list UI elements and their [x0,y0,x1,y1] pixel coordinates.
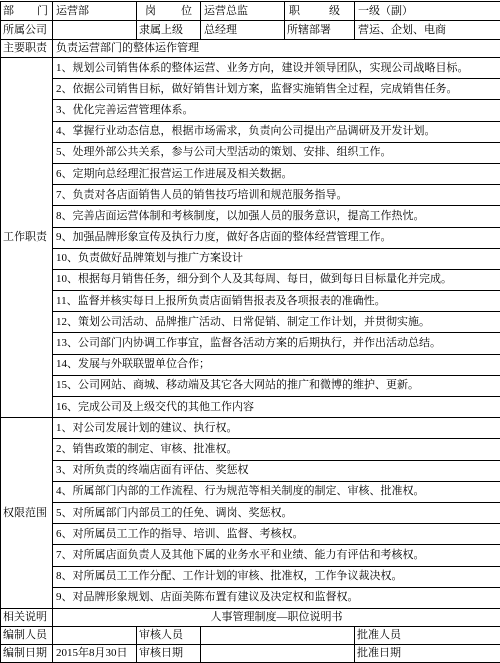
work-duty-item: 16、完成公司及上级交代的其他工作内容 [53,397,500,418]
work-duty-item-row [1,375,500,396]
work-duty-item-row [1,248,500,269]
authority-item: 7、对所属店面负责人及其他下属的业务水平和业绩、能力有评估和考核权。 [53,545,500,566]
authority-item: 2、销售政策的制定、审核、批准权。 [53,439,500,460]
authority-item-row [1,481,500,502]
author-label: 编制人员 [1,626,53,644]
reviewer-label: 审核人员 [137,626,201,644]
work-duty-item-row [1,185,500,206]
company-value [53,21,137,40]
authority-item-row [1,524,500,545]
review-date-value [201,644,355,662]
related-row [1,608,500,626]
work-duty-item: 6、定期向总经理汇报营运工作进展及相关数据。 [53,163,500,184]
dept-label: 部 门 [1,2,53,21]
work-duty-item: 10、根据每月销售任务，细分到个人及其每周、每日，做到每日目标量化并完成。 [53,269,500,290]
authority-item-row [1,566,500,587]
authority-item: 4、所属部门内部的工作流程、行为规范等相关制度的制定、审核、批准权。 [53,481,500,502]
review-date-label: 审核日期 [137,644,201,662]
date-value: 2015年8月30日 [53,644,137,662]
subdept-value: 营运、企划、电商 [355,21,500,40]
work-duty-item: 7、负责对各店面销售人员的销售技巧培训和规范服务指导。 [53,185,500,206]
work-duties-label: 工作职责 [1,58,53,418]
work-duty-item: 14、发展与外联联盟单位合作； [53,354,500,375]
work-duty-item: 10、负责做好品牌策划与推广方案设计 [53,248,500,269]
work-duty-item: 3、优化完善运营管理体系。 [53,100,500,121]
authority-item: 8、对所属员工工作分配、工作计划的审核、批准权，工作争议裁决权。 [53,566,500,587]
authority-item-row [1,460,500,481]
company-label: 所属公司 [1,21,53,40]
work-duty-item: 11、监督并核实每日上报所负责店面销售报表及各项报表的准确性。 [53,291,500,312]
authority-item: 6、对所属员工工作的指导、培训、监督、考核权。 [53,524,500,545]
work-duty-item: 15、公司网站、商城、移动端及其它各大网站的推广和微博的维护、更新。 [53,375,500,396]
authority-item: 5、对所属部门内部员工的任免、调岗、奖惩权。 [53,502,500,523]
authority-item: 1、对公司发展计划的建议、执行权。 [53,418,500,439]
date-label: 编制日期 [1,644,53,662]
work-duty-item: 13、公司部门内协调工作事宜，监督各活动方案的后期执行，并作出活动总结。 [53,333,500,354]
work-duty-item-row [1,333,500,354]
work-duty-item-row [1,227,500,248]
work-duty-item-row [1,397,500,418]
header-row-1 [1,2,500,21]
related-value: 人事管理制度—职位说明书 [53,608,500,626]
post-label: 岗 位 [137,2,201,21]
main-duty-value: 负责运营部门的整体运作管理 [53,40,500,58]
work-duty-item-row [1,354,500,375]
approve-date-label: 批准日期 [355,644,500,662]
work-duty-item-row [1,206,500,227]
authority-item-row [1,587,500,608]
related-label: 相关说明 [1,608,53,626]
authority-item-row [1,439,500,460]
authority-item-row [1,502,500,523]
work-duty-item-row [1,291,500,312]
work-duty-item: 1、规划公司销售体系的整体运营、业务方向，建设并领导团队，实现公司战略目标。 [53,58,500,79]
main-duty-label: 主要职责 [1,40,53,58]
authority-item: 9、对品牌形象规划、店面美陈布置有建议及决定权和监督权。 [53,587,500,608]
job-description-table [0,1,500,663]
subdept-label: 所辖部署 [285,21,355,40]
author-value [53,626,137,644]
date-row [1,644,500,662]
work-duty-item-row [1,142,500,163]
work-duty-item-row [1,163,500,184]
rank-label: 职 级 [285,2,355,21]
authority-item-row [1,545,500,566]
work-duty-item: 8、完善店面运营体制和考核制度，以加强人员的服务意识，提高工作热忱。 [53,206,500,227]
work-duty-item: 5、处理外部公共关系，参与公司大型活动的策划、安排、组织工作。 [53,142,500,163]
header-row-2 [1,21,500,40]
dept-value: 运营部 [53,2,137,21]
work-duty-item: 9、加强品牌形象宣传及执行力度，做好各店面的整体经营管理工作。 [53,227,500,248]
rank-value: 一级（副） [355,2,500,21]
work-duty-item-row [1,79,500,100]
work-duties-section [1,58,500,418]
reviewer-value [201,626,355,644]
work-duty-item-row [1,100,500,121]
work-duty-item-row [1,269,500,290]
authority-section [1,418,500,609]
work-duty-item-row [1,312,500,333]
work-duty-item-row [1,58,500,79]
author-row [1,626,500,644]
work-duty-item-row [1,121,500,142]
work-duty-item: 2、依据公司销售目标，做好销售计划方案，监督实施销售全过程，完成销售任务。 [53,79,500,100]
approver-label: 批准人员 [355,626,500,644]
authority-item-row [1,418,500,439]
main-duty-row [1,40,500,58]
work-duty-item: 4、掌握行业动态信息，根据市场需求，负责向公司提出产品调研及开发计划。 [53,121,500,142]
authority-item: 3、对所负责的终端店面有评估、奖惩权 [53,460,500,481]
post-value: 运营总监 [201,2,285,21]
superior-value: 总经理 [201,21,285,40]
superior-label: 隶属上级 [137,21,201,40]
work-duty-item: 12、策划公司活动、品牌推广活动、日常促销、制定工作计划，并贯彻实施。 [53,312,500,333]
authority-label: 权限范围 [1,418,53,609]
